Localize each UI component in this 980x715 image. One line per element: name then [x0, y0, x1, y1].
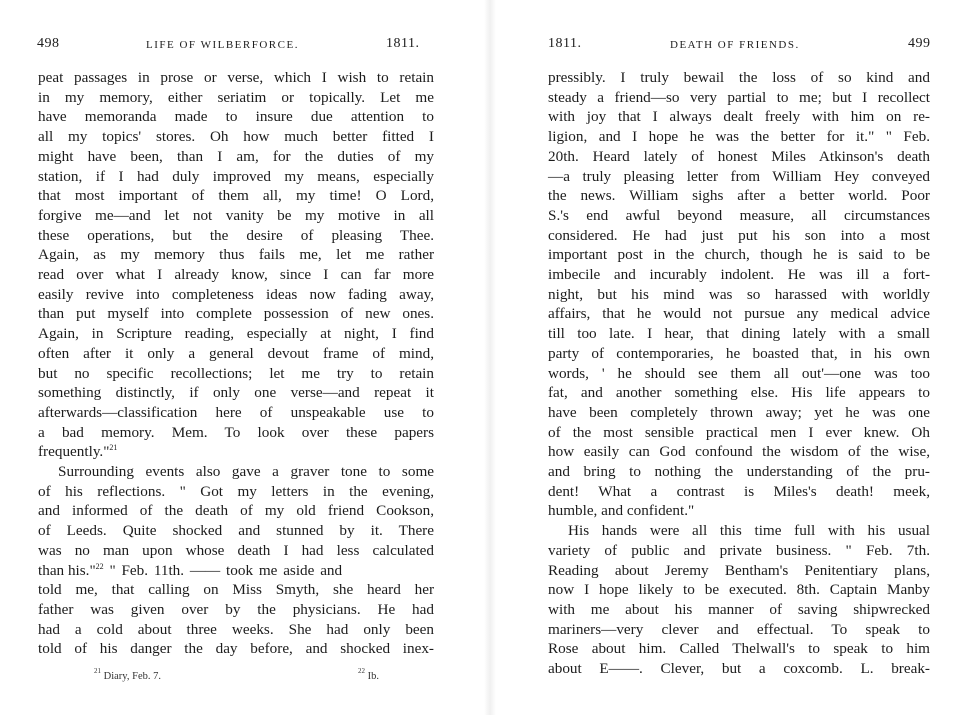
text-line-content: " Feb. 11th. —— took me aside and — [103, 561, 343, 579]
footnote — [94, 667, 161, 682]
text-line-content: than his." — [38, 561, 96, 579]
text-line-content: frequently." — [38, 443, 110, 461]
text-line: of the most sensible practical men I ever knew. Oh — [548, 423, 930, 441]
header-year: 1811. — [386, 36, 420, 51]
right-page-header — [490, 36, 980, 56]
text-line: till too late. I hear, that dining lately with a small — [548, 325, 930, 343]
left-page-header — [0, 36, 490, 56]
right-body-text — [548, 68, 930, 679]
page-number: 499 — [908, 36, 931, 51]
text-line: peat passages in prose or verse, which I wish to retain — [38, 69, 434, 86]
text-line: than put myself into complete possession of new ones. — [38, 305, 434, 323]
text-line: affairs, that he would not pursue any medical advice — [548, 305, 930, 323]
text-line: important post in the church, though he is said to be — [548, 246, 930, 264]
text-line: easily revive into completeness ideas now fading away, — [38, 285, 434, 303]
text-line: His hands were all this time full with his usual — [568, 522, 930, 540]
text-line: read over what I already know, since I can far more — [38, 266, 434, 284]
running-title: DEATH OF FRIENDS. — [670, 39, 800, 51]
text-line: fat, and another something else. His life appears to — [548, 384, 930, 402]
footnote-text: Ib. — [367, 671, 379, 682]
text-line: these operations, but the desire of pleasing Thee. — [38, 226, 434, 244]
text-line: that most important of them all, my time! O Lord, — [38, 187, 434, 205]
paragraph — [548, 521, 930, 679]
footnote-number: 21 — [94, 667, 101, 675]
text-line: Again, in Scripture reading, especially at night, I find — [38, 325, 434, 343]
text-line: night, but his mind was so harassed with worldly — [548, 285, 930, 303]
footnote-ref[interactable]: 21 — [109, 443, 118, 453]
text-line: 20th. Heard lately of honest Miles Atkinson's death — [548, 147, 930, 165]
text-line: a bad memory. Mem. To look over these papers — [38, 423, 434, 441]
text-line: had a cold about three weeks. She had only been — [38, 620, 434, 638]
text-line: Again, as my memory thus fails me, let me rather — [38, 246, 434, 264]
text-line: told me, that calling on Miss Smyth, she heard her — [38, 581, 434, 599]
text-line: in my memory, either seriatim or topically. Let me — [38, 88, 434, 106]
footnote-text: Diary, Feb. 7. — [103, 671, 161, 682]
running-title: LIFE OF WILBERFORCE. — [146, 39, 299, 51]
text-line: was no man upon whose death I had less calculated — [38, 541, 434, 559]
paragraph — [548, 68, 930, 521]
text-line: steady a friend—so very partial to me; but I recollect — [548, 88, 930, 106]
text-line: afterwards—classification here of unspeakable use to — [38, 403, 434, 421]
paragraph — [38, 68, 434, 462]
text-line: party of contemporaries, he boasted that, in his own — [548, 344, 930, 362]
text-line — [38, 442, 434, 462]
text-line: with joy that I always dealt freely with him on re- — [548, 108, 930, 126]
text-line: now I hope likely to be executed. 8th. Captain Manby — [548, 581, 930, 599]
paragraph — [38, 462, 434, 659]
text-line: ligion, and I hope he was the better for it." " Feb. — [548, 128, 930, 146]
footnote-number: 22 — [358, 667, 365, 675]
text-line: S.'s end awful beyond measure, all circumstances — [548, 206, 930, 224]
footnote — [358, 667, 379, 682]
right-page — [490, 0, 980, 715]
text-line: have memoranda made to insure due attention to — [38, 108, 434, 126]
left-body-text — [38, 68, 434, 659]
text-line: the news. William sighs after a better world. Poor — [548, 187, 930, 205]
header-year: 1811. — [548, 36, 582, 51]
text-line: pressibly. I truly bewail the loss of so kind and — [548, 69, 930, 86]
text-line: Reading about Jeremy Bentham's Penitentiary plans, — [548, 561, 930, 579]
text-line: forgive me—and let not vanity be my motive in all — [38, 206, 434, 224]
text-line: but no specific recollections; let me try to retain — [38, 364, 434, 382]
text-line: mariners—very clever and effectual. To speak to — [548, 620, 930, 638]
text-line: often after it only a general devout frame of mind, — [38, 344, 434, 362]
text-line: considered. He had just put his son into a most — [548, 226, 930, 244]
text-line: station, if I had duly improved my means, especially — [38, 167, 434, 185]
footnote-ref[interactable]: 22 — [95, 561, 104, 571]
text-line — [38, 561, 434, 581]
text-line: all my topics' stores. Oh how much better fitted I — [38, 128, 434, 146]
text-line: of Leeds. Quite shocked and stunned by it. There — [38, 522, 434, 540]
text-line: about E——. Clever, but a coxcomb. L. break- — [548, 660, 930, 678]
text-line: how easily can God confound the wisdom of the wise, — [548, 443, 930, 461]
text-line: words, ' he should see them all out'—one was too — [548, 364, 930, 382]
text-line: and informed of the death of my old friend Cookson, — [38, 502, 434, 520]
text-line: dent! What a contrast is Miles's death! meek, — [548, 482, 930, 500]
text-line: might have been, than I am, for the duties of my — [38, 147, 434, 165]
text-line: of his reflections. " Got my letters in the evening, — [38, 482, 434, 500]
text-line: told of his danger the day before, and shocked inex- — [38, 640, 434, 658]
page-number: 498 — [37, 36, 60, 51]
text-line: have been completely thrown away; yet he was one — [548, 403, 930, 421]
text-line: something distinctly, if only one verse—and repeat it — [38, 384, 434, 402]
text-line: imbecile and incurably indolent. He was ill a fort- — [548, 266, 930, 284]
text-line: humble, and confident." — [548, 502, 695, 520]
text-line: with me about his manner of saving shipwrecked — [548, 600, 930, 618]
text-line: and bring to nothing the understanding of the pru- — [548, 463, 930, 481]
text-line: father was given over by the physicians. He had — [38, 600, 434, 618]
text-line: variety of public and private business. " Feb. 7th. — [548, 541, 930, 559]
text-line: —a truly pleasing letter from William Hey conveyed — [548, 167, 930, 185]
text-line: Surrounding events also gave a graver tone to some — [58, 463, 434, 481]
text-line: Rose about him. Called Thelwall's to speak to him — [548, 640, 930, 658]
